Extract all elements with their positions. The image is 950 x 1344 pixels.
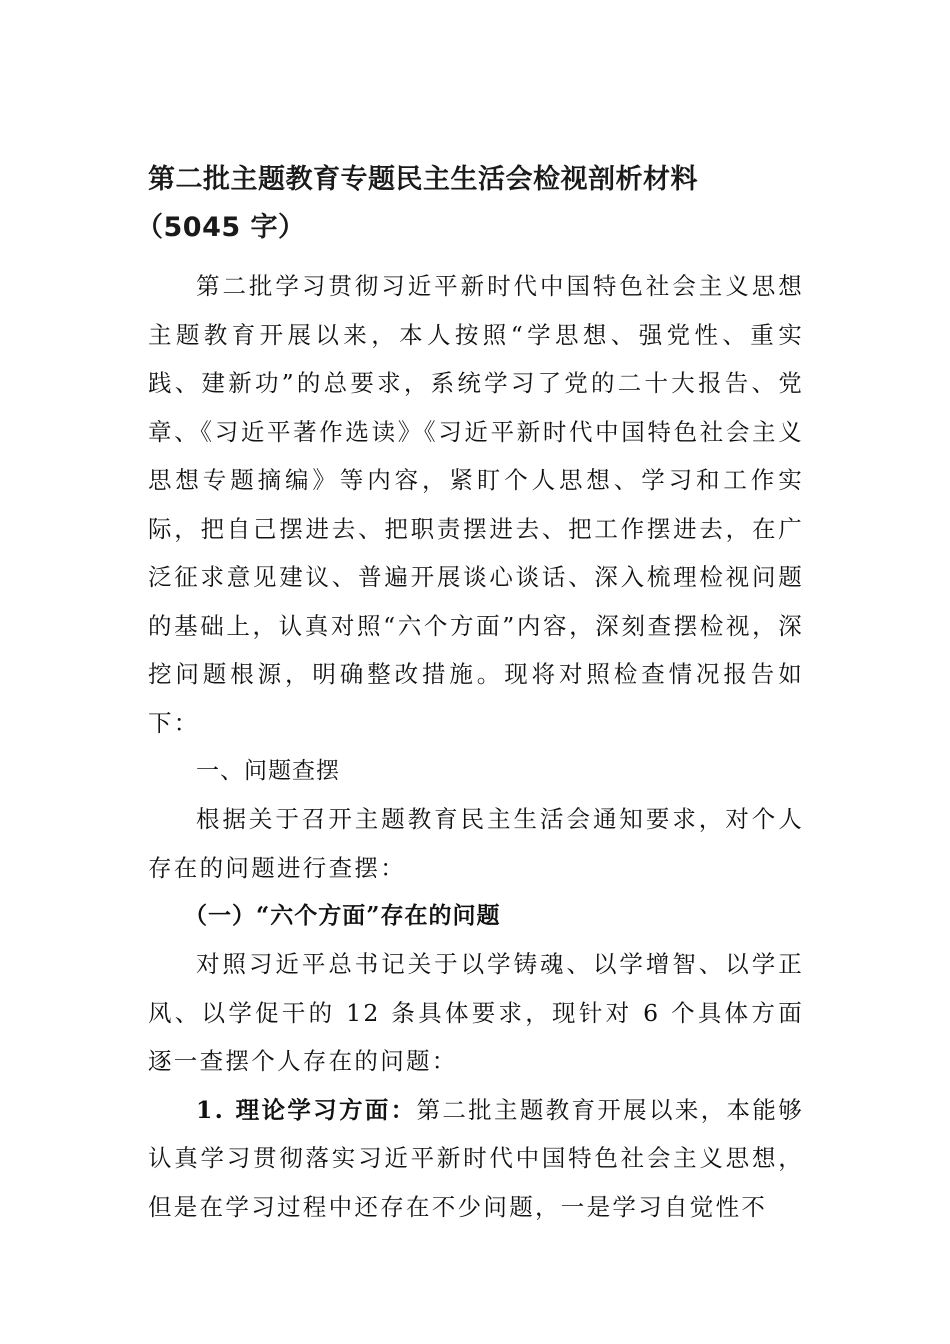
intro-paragraph: 第二批学习贯彻习近平新时代中国特色社会主义思想主题教育开展以来，本人按照“学思想、强党性、重实践、建新功”的总要求，系统学习了党的二十大报告、党章、《习近平著作选读》《习近平新时代中国特色社会主义思想专题摘编》等内容，紧盯个人思想、学习和工作实际，把自己摆进去、把职责摆进去、把工作摆进去，在广泛征求意见建议、普遍开展谈心谈话、深入梳理检视问题的基础上，认真对照“六个方面”内容，深刻查摆检视，深挖问题根源，明确整改措施。现将对照检查情况报告如下：	[148, 272, 804, 737]
subsection-paragraph: 对照习近平总书记关于以学铸魂、以学增智、以学正风、以学促干的 12 条具体要求，现针对 6 个具体方面逐一查摆个人存在的问题：	[148, 950, 804, 1075]
title-line-main: 第二批主题教育专题民主生活会检视剖析材料	[148, 164, 698, 195]
section-heading-problems: 一、问题查摆	[196, 758, 340, 784]
subsection-heading-six-aspects: （一）“六个方面”存在的问题	[184, 902, 501, 929]
item-text-theory-study: 第二批主题教育开展以来，本能够认真学习贯彻落实习近平新时代中国特色社会主义思想，但是在学习过程中还存在不少问题，一是学习自觉性不	[148, 1095, 804, 1221]
title-line-wordcount: （5045 字）	[136, 212, 306, 243]
section-paragraph: 根据关于召开主题教育民主生活会通知要求，对个人存在的问题进行查摆：	[148, 805, 804, 882]
document-title	[136, 156, 828, 252]
document-body	[148, 262, 804, 1231]
item-label-theory-study: 1. 理论学习方面：	[196, 1095, 417, 1124]
item-paragraph-theory-study	[148, 1086, 804, 1232]
